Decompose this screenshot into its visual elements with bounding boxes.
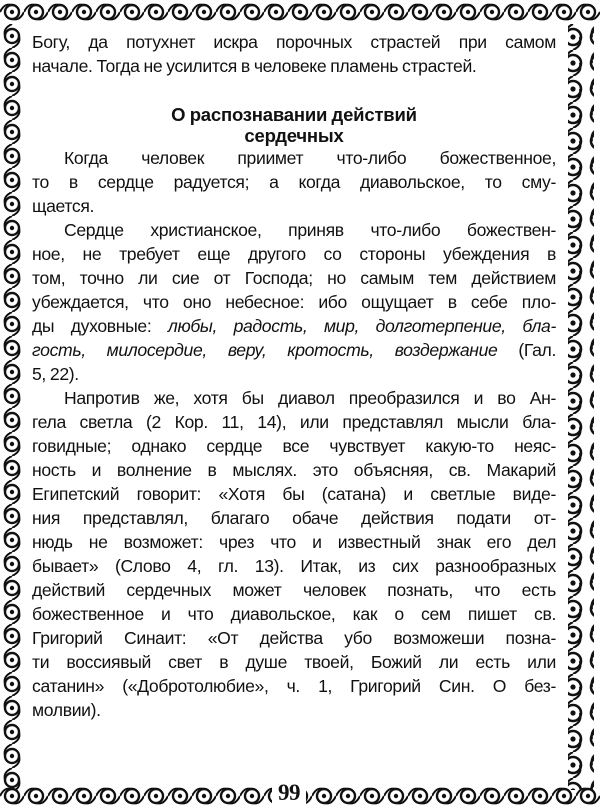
paragraph-italic-text: любы, радость, мир, долготерпение, бла- xyxy=(167,316,556,336)
ornament-border-left xyxy=(0,24,26,790)
paragraph-line: гела светла (2 Кор. 11, 14), или представлял мысли бла- xyxy=(32,412,556,432)
paragraph-text: ды духовные: xyxy=(32,316,152,336)
paragraph-line: ность и волнение в мыслях. это объясняя, св. Макарий xyxy=(32,460,556,480)
paragraph-line: говидные; однако сердце все чувствует какую-то неяс- xyxy=(32,436,556,456)
paragraph-line: молвии). xyxy=(32,700,101,720)
paragraph-line: Напротив же, хотя бы диавол преобразился и во Ан- xyxy=(64,388,556,408)
paragraph-line: бывает» (Слово 4, гл. 13). Итак, из сих разнообразных xyxy=(32,556,556,576)
paragraph-line: ное, не требует еще другого со стороны убеждения в xyxy=(32,244,556,264)
paragraph-line: ти воссиявый свет в душе твоей, Божий ли есть или xyxy=(32,652,556,672)
ornament-border-right xyxy=(560,24,600,790)
page-number: 99 xyxy=(272,780,306,806)
paragraph-line xyxy=(32,338,556,362)
page-text xyxy=(32,30,556,722)
paragraph-line: щается. xyxy=(32,196,95,216)
paragraph-line: то в сердце радуется; а когда диавольское, то сму- xyxy=(32,172,556,192)
intro-line: Богу, да потухнет искра порочных страстей при самом xyxy=(32,32,556,52)
intro-line: начале. Тогда не усилится в человеке пламень страстей. xyxy=(32,56,477,76)
paragraph-line: убеждается, что оно небесное: ибо ощущает в себе пло- xyxy=(32,292,556,312)
paragraph-text: (Гал. xyxy=(518,340,556,360)
paragraph-line: нюдь не возможет: чрез что и известный знак его дел xyxy=(32,532,556,552)
paragraph-line xyxy=(32,314,556,338)
paragraph-line: том, точно ли сие от Господа; но самым тем действием xyxy=(32,268,556,288)
paragraph-line: Когда человек приимет что-либо божественное, xyxy=(64,148,556,168)
paragraph-line: 5, 22). xyxy=(32,364,79,384)
paragraph-line: Сердце христианское, приняв что-либо божествен- xyxy=(64,220,556,240)
paragraph-line: Египетский говорит: «Хотя бы (сатана) и светлые виде- xyxy=(32,484,556,504)
paragraph-italic-text: гость, милосердие, веру, кротость, воздержание xyxy=(32,340,498,360)
ornament-border-top xyxy=(0,0,600,30)
section-heading: О распознавании действий xyxy=(171,104,417,125)
paragraph-line: сатанин» («Добротолюбие», ч. 1, Григорий Син. О без- xyxy=(32,676,556,696)
paragraph-line: действий сердечных может человек познать, что есть xyxy=(32,580,556,600)
paragraph-line: божественное и что диавольское, как о сем пишет св. xyxy=(32,604,556,624)
paragraph-line: ния представлял, благаго обаче действия подати от- xyxy=(32,508,556,528)
paragraph-line: Григорий Синаит: «От действа убо возможеши позна- xyxy=(32,628,556,648)
section-heading: сердечных xyxy=(244,125,344,146)
